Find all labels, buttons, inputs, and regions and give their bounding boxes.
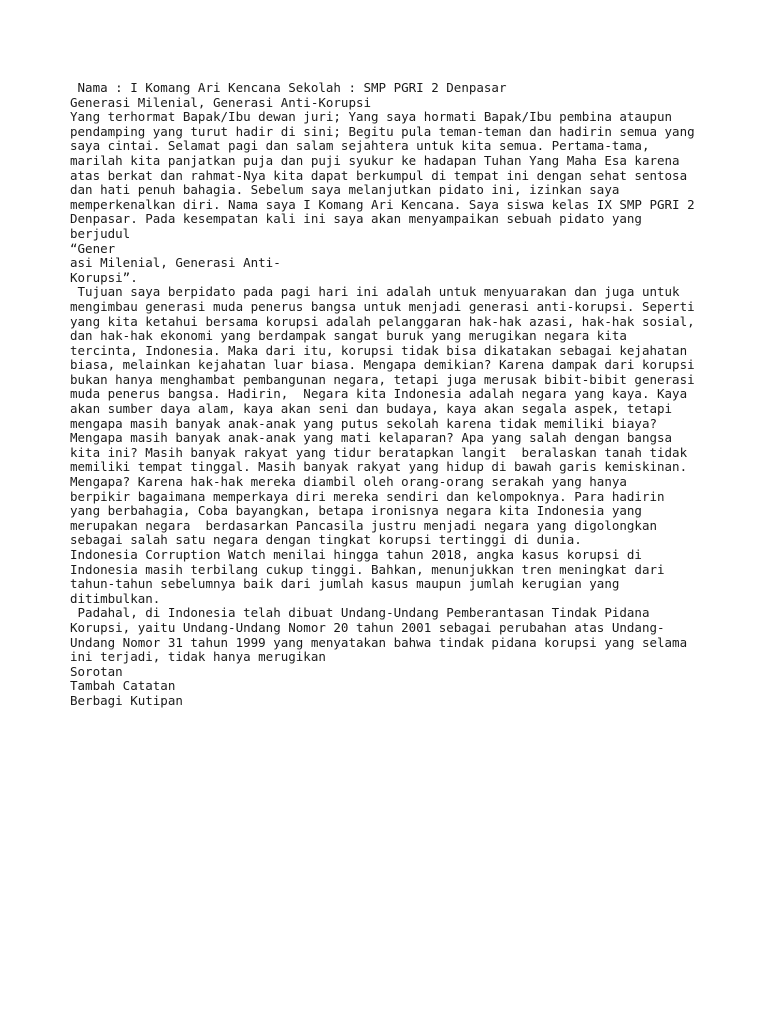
doc-line: marilah kita panjatkan puja dan puji syukur ke hadapan Tuhan Yang Maha Esa karena: [70, 152, 680, 168]
doc-line: biasa, melainkan kejahatan luar biasa. Mengapa demikian? Karena dampak dari korupsi: [70, 357, 695, 373]
doc-line: akan sumber daya alam, kaya akan seni dan budaya, kaya akan segala aspek, tetapi: [70, 401, 673, 417]
doc-line: Indonesia masih terbilang cukup tinggi. Bahkan, menunjukkan tren meningkat dari: [70, 561, 665, 577]
doc-line: Korupsi”.: [70, 269, 138, 285]
doc-line: berpikir bagaimana memperkaya diri mereka sendiri dan kelompoknya. Para hadirin: [70, 488, 665, 504]
doc-line: Denpasar. Pada kesempatan kali ini saya akan menyampaikan sebuah pidato yang: [70, 211, 642, 227]
doc-line: Tujuan saya berpidato pada pagi hari ini adalah untuk menyuarakan dan juga untuk: [70, 284, 680, 300]
document-body: [70, 81, 710, 709]
highlight-action[interactable]: Sorotan: [70, 663, 123, 679]
doc-line: Undang Nomor 31 tahun 1999 yang menyatakan bahwa tindak pidana korupsi yang selama: [70, 634, 688, 650]
doc-line: kita ini? Masih banyak rakyat yang tidur beratapkan langit beralaskan tanah tidak: [70, 444, 688, 460]
doc-line: mengapa masih banyak anak-anak yang putus sekolah karena tidak memiliki biaya?: [70, 415, 657, 431]
doc-line: saya cintai. Selamat pagi dan salam sejahtera untuk kita semua. Pertama-tama,: [70, 138, 650, 154]
doc-line: ditimbulkan.: [70, 590, 161, 606]
doc-line: memiliki tempat tinggal. Masih banyak rakyat yang hidup di bawah garis kemiskinan.: [70, 459, 688, 475]
doc-line: yang berbahagia, Coba bayangkan, betapa ironisnya negara kita Indonesia yang: [70, 503, 642, 519]
add-note-action[interactable]: Tambah Catatan: [70, 678, 176, 694]
doc-line: muda penerus bangsa. Hadirin, Negara kita Indonesia adalah negara yang kaya. Kaya: [70, 386, 688, 402]
doc-line: Generasi Milenial, Generasi Anti-Korupsi: [70, 94, 372, 110]
doc-line: Padahal, di Indonesia telah dibuat Undang-Undang Pemberantasan Tindak Pidana: [70, 605, 650, 621]
doc-line: Yang terhormat Bapak/Ibu dewan juri; Yang saya hormati Bapak/Ibu pembina ataupun: [70, 109, 673, 125]
doc-line: yang kita ketahui bersama korupsi adalah pelanggaran hak-hak azasi, hak-hak sosial,: [70, 313, 695, 329]
doc-line: Korupsi, yaitu Undang-Undang Nomor 20 tahun 2001 sebagai perubahan atas Undang-: [70, 619, 665, 635]
doc-line: asi Milenial, Generasi Anti-: [70, 255, 281, 271]
doc-line: berjudul: [70, 225, 131, 241]
doc-line: dan hati penuh bahagia. Sebelum saya melanjutkan pidato ini, izinkan saya: [70, 182, 620, 198]
doc-line: memperkenalkan diri. Nama saya I Komang Ari Kencana. Saya siswa kelas IX SMP PGRI 2: [70, 196, 695, 212]
doc-line: tahun-tahun sebelumnya baik dari jumlah kasus maupun jumlah kerugian yang: [70, 576, 620, 592]
doc-line: Nama : I Komang Ari Kencana Sekolah : SMP PGRI 2 Denpasar: [70, 80, 507, 95]
doc-line: Mengapa? Karena hak-hak mereka diambil oleh orang-orang serakah yang hanya: [70, 474, 627, 490]
doc-line: sebagai salah satu negara dengan tingkat korupsi tertinggi di dunia.: [70, 532, 582, 548]
doc-line: dan hak-hak ekonomi yang berdampak sangat buruk yang merugikan negara kita: [70, 328, 627, 344]
doc-line: pendamping yang turut hadir di sini; Begitu pula teman-teman dan hadirin semua yang: [70, 123, 695, 139]
doc-line: mengimbau generasi muda penerus bangsa untuk menjadi generasi anti-korupsi. Seperti: [70, 298, 695, 314]
share-quote-action[interactable]: Berbagi Kutipan: [70, 692, 183, 708]
doc-line: Indonesia Corruption Watch menilai hingga tahun 2018, angka kasus korupsi di: [70, 547, 642, 562]
doc-line: ini terjadi, tidak hanya merugikan: [70, 649, 326, 665]
doc-line: Mengapa masih banyak anak-anak yang mati kelaparan? Apa yang salah dengan bangsa: [70, 430, 673, 446]
doc-line: bukan hanya menghambat pembangunan negara, tetapi juga merusak bibit-bibit generasi: [70, 371, 695, 387]
doc-line: atas berkat dan rahmat-Nya kita dapat berkumpul di tempat ini dengan sehat sentosa: [70, 167, 688, 183]
doc-line: “Gener: [70, 240, 116, 256]
doc-line: merupakan negara berdasarkan Pancasila justru menjadi negara yang digolongkan: [70, 517, 657, 533]
doc-line: tercinta, Indonesia. Maka dari itu, korupsi tidak bisa dikatakan sebagai kejahatan: [70, 342, 688, 358]
